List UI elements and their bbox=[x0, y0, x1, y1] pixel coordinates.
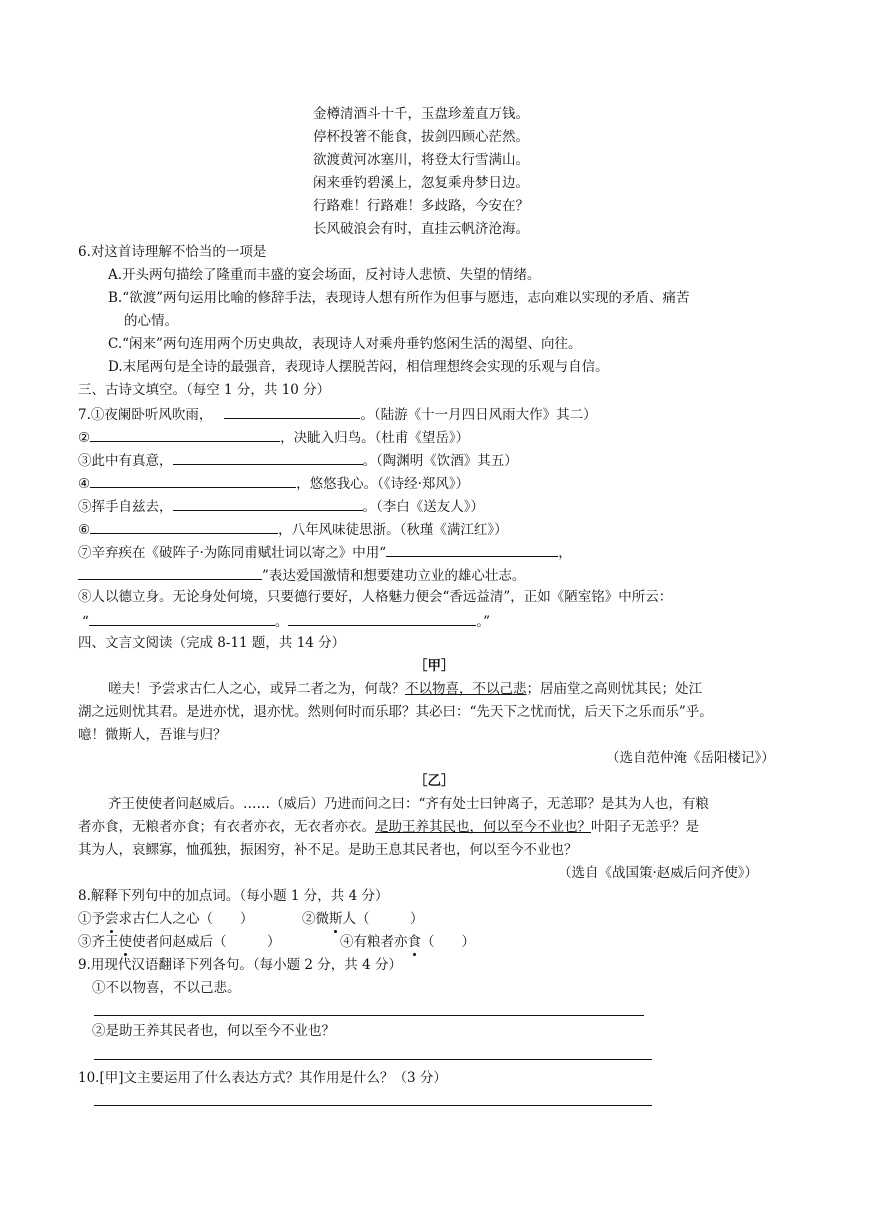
source-text: 。（陶渊明《饮酒》其五） bbox=[362, 453, 518, 469]
item-text: ①予 bbox=[78, 911, 105, 927]
answer-blank[interactable] bbox=[288, 611, 476, 626]
passage-yi-line: 齐王使使者问赵威后。……（威后）乃进而问之曰：“齐有处士曰钟离子，无恙耶？是其为人也，有粮 bbox=[108, 796, 709, 812]
answer-blank[interactable] bbox=[90, 427, 280, 442]
source-text: 。（李白《送友人》） bbox=[362, 499, 484, 515]
answer-blank[interactable] bbox=[90, 473, 296, 488]
poem-line: 金樽清酒斗十千，玉盘珍羞直万钱。 bbox=[313, 106, 529, 122]
passage-yi-line: 其为人，哀鳏寡，恤孤独，振困穷，补不足。是助王息其民者也，何以至今不业也？ bbox=[78, 842, 578, 858]
answer-line[interactable] bbox=[94, 1059, 652, 1060]
section-3-heading: 三、古诗文填空。（每空 1 分，共 10 分） bbox=[78, 382, 331, 398]
answer-blank[interactable] bbox=[78, 565, 262, 580]
quote-close: 。” bbox=[476, 614, 491, 630]
source-text: 。（陆游《十一月四日风雨大作》其二） bbox=[360, 407, 597, 423]
prompt-text: ⑥ bbox=[78, 522, 91, 538]
source-text: ，决眦入归鸟。（杜甫《望岳》） bbox=[280, 430, 470, 446]
fill-blank-6 bbox=[78, 519, 508, 539]
item-text: ②微 bbox=[302, 911, 329, 927]
question-6-option-a: A.开头两句描绘了隆重而丰盛的宴会场面，反衬诗人悲愤、失望的情绪。 bbox=[108, 267, 541, 283]
question-8-stem: 8.解释下列句中的加点词。（每小题 1 分，共 4 分） bbox=[78, 888, 389, 904]
item-text: 人（ ） bbox=[342, 911, 424, 927]
question-8-item-3 bbox=[78, 933, 281, 951]
prompt-text: ⑤挥手自兹去， bbox=[78, 499, 173, 515]
question-8-item-4 bbox=[340, 933, 475, 951]
dotted-word: 使 bbox=[118, 934, 132, 950]
answer-blank[interactable] bbox=[90, 519, 278, 534]
fill-blank-1 bbox=[78, 404, 597, 424]
poem-line: 停杯投箸不能食，拔剑四顾心茫然。 bbox=[313, 129, 529, 145]
answer-blank[interactable] bbox=[224, 404, 360, 419]
passage-jia-line: 噫！微斯人，吾谁与归？ bbox=[78, 727, 227, 743]
passage-jia-source: （选自范仲淹《岳阳楼记》） bbox=[606, 750, 775, 766]
dotted-word: 斯 bbox=[329, 911, 343, 927]
prompt-text: ② bbox=[78, 430, 91, 446]
answer-blank[interactable] bbox=[386, 542, 558, 557]
prompt-text: 7.①夜阑卧听风吹雨， bbox=[78, 407, 213, 423]
passage-jia-line: 湖之远则忧其君。是进亦忧，退亦忧。然则何时而乐耶？其必曰：“先天下之忧而忧，后天下之乐而乐”乎。 bbox=[78, 704, 713, 720]
item-text: ③齐王 bbox=[78, 934, 119, 950]
section-4-heading: 四、文言文阅读（完成 8-11 题，共 14 分） bbox=[78, 635, 346, 651]
question-9-sentence-1: ①不以物喜，不以己悲。 bbox=[92, 980, 241, 996]
poem-line: 行路难！行路难！多歧路，今安在？ bbox=[313, 198, 529, 214]
prompt-text: ③此中有真意， bbox=[78, 453, 173, 469]
passage-jia-heading: ［甲］ bbox=[414, 658, 455, 674]
prompt-text: ④ bbox=[78, 476, 91, 492]
answer-blank[interactable] bbox=[89, 611, 275, 626]
question-9-stem: 9.用现代汉语翻译下列各句。（每小题 2 分，共 4 分） bbox=[78, 957, 402, 973]
punctuation: ， bbox=[558, 545, 572, 561]
question-10-stem: 10.[甲]文主要运用了什么表达方式？其作用是什么？（3 分） bbox=[78, 1070, 447, 1086]
fill-blank-7-cont bbox=[78, 565, 525, 585]
poem-line: 闲来垂钓碧溪上，忽复乘舟梦日边。 bbox=[313, 175, 529, 191]
prompt-text: ”表达爱国激情和想要建功立业的雄心壮志。 bbox=[262, 568, 526, 584]
poem-line: 欲渡黄河冰塞川，将登太行雪满山。 bbox=[313, 152, 529, 168]
fill-blank-8: ⑧人以德立身。无论身处何境，只要德行要好，人格魅力便会“香远益清”，正如《陋室铭》中所云： bbox=[78, 589, 673, 605]
passage-yi-heading: ［乙］ bbox=[414, 773, 455, 789]
dotted-word: 食 bbox=[407, 934, 421, 950]
passage-text: 嗟夫！予尝求古仁人之心，或异二者之为，何哉？ bbox=[108, 681, 405, 697]
item-text: ④有粮者亦 bbox=[340, 934, 408, 950]
poem-line: 长风破浪会有时，直挂云帆济沧海。 bbox=[313, 221, 529, 237]
answer-blank[interactable] bbox=[173, 450, 363, 465]
question-6-stem: 6.对这首诗理解不恰当的一项是 bbox=[78, 244, 267, 260]
passage-yi-source: （选自《战国策·赵威后问齐使》） bbox=[558, 865, 759, 881]
dotted-word: 尝 bbox=[105, 911, 119, 927]
passage-yi-line bbox=[78, 818, 699, 836]
answer-line[interactable] bbox=[94, 1105, 652, 1106]
passage-text: ；居庙堂之高则忧其民；处江 bbox=[526, 681, 702, 697]
fill-blank-4 bbox=[78, 473, 469, 493]
question-6-option-c: C.“闲来”两句连用两个历史典故，表现诗人对乘舟垂钓悠闲生活的渴望、向往。 bbox=[108, 336, 582, 352]
question-8-item-2 bbox=[302, 910, 424, 928]
fill-blank-8-cont bbox=[82, 611, 490, 631]
item-text: 求古仁人之心（ ） bbox=[118, 911, 254, 927]
fill-blank-3 bbox=[78, 450, 518, 470]
punctuation: 。 bbox=[274, 614, 289, 630]
source-text: ，八年风味徒思浙。（秋瑾《满江红》） bbox=[278, 522, 508, 538]
passage-jia-line bbox=[108, 680, 702, 698]
question-6-option-b-cont: 的心情。 bbox=[124, 313, 178, 329]
passage-text: 者亦食，无粮者亦食；有衣者亦衣，无衣者亦衣。 bbox=[78, 819, 375, 835]
question-9-sentence-2: ②是助王养其民者也，何以至今不业也？ bbox=[92, 1023, 335, 1039]
item-text: （ ） bbox=[421, 934, 475, 950]
fill-blank-5 bbox=[78, 496, 484, 516]
passage-text: 叶阳子无恙乎？是 bbox=[591, 819, 699, 835]
underlined-sentence: 不以物喜，不以己悲 bbox=[405, 681, 527, 697]
prompt-text: ⑦辛弃疾在《破阵子·为陈同甫赋壮词以寄之》中用“ bbox=[78, 545, 387, 561]
question-6-option-d: D.末尾两句是全诗的最强音，表现诗人摆脱苦闷，相信理想终会实现的乐观与自信。 bbox=[108, 359, 609, 375]
question-8-item-1 bbox=[78, 910, 254, 928]
fill-blank-7 bbox=[78, 542, 572, 562]
quote-open: “ bbox=[82, 614, 89, 630]
question-6-option-b: B.“欲渡”两句运用比喻的修辞手法，表现诗人想有所作为但事与愿违，志向难以实现的矛盾、痛苦 bbox=[108, 290, 690, 306]
underlined-sentence: 是助王养其民也，何以至今不业也？ bbox=[375, 819, 591, 835]
answer-blank[interactable] bbox=[173, 496, 363, 511]
answer-line[interactable] bbox=[94, 1015, 644, 1016]
source-text: ，悠悠我心。（《诗经·郑风》） bbox=[296, 476, 470, 492]
item-text: 使者问赵威后（ ） bbox=[132, 934, 281, 950]
fill-blank-2 bbox=[78, 427, 469, 447]
